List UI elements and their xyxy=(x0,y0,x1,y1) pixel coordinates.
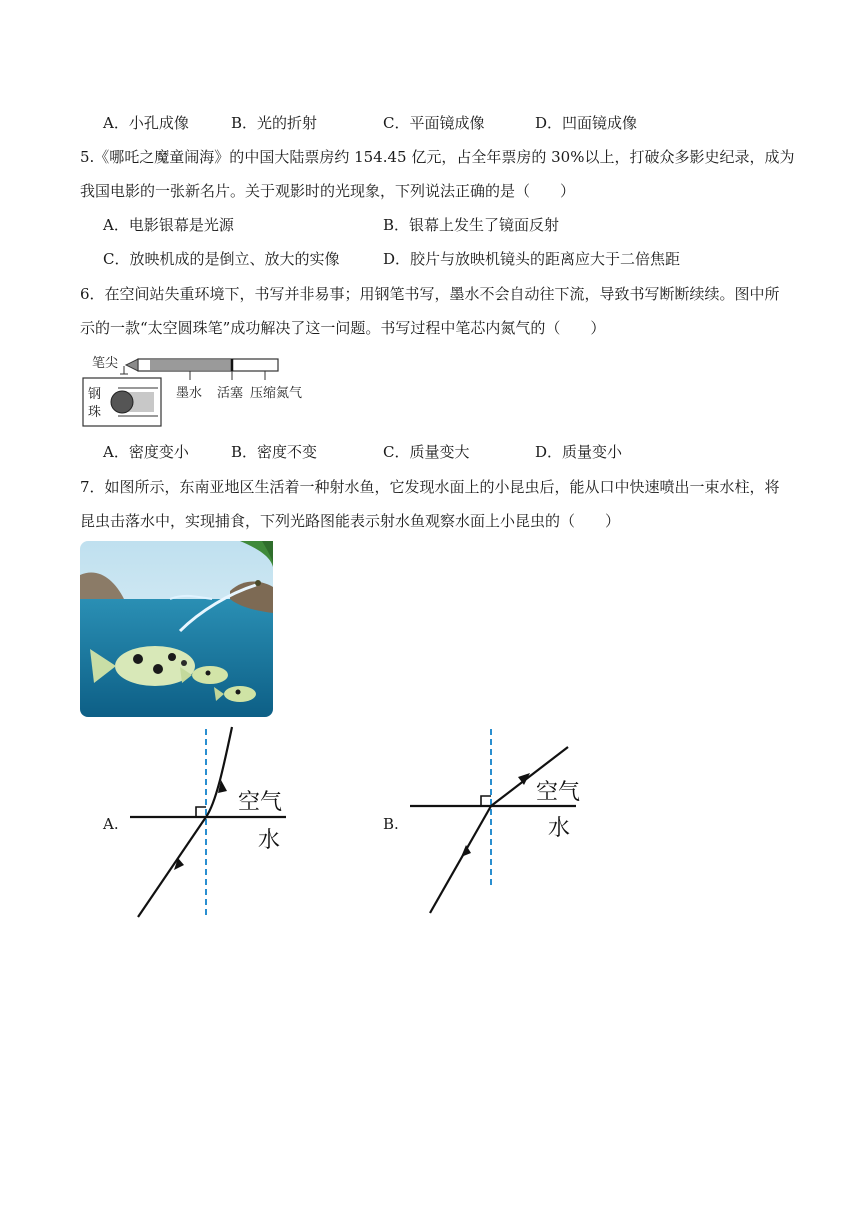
q6-stem-line1: 6．在空间站失重环境下，书写并非易事；用钢笔书写，墨水不会自动往下流，导致书写断断续续。图中所 xyxy=(80,285,780,303)
diagram-b-air-label: 空气 xyxy=(536,780,581,805)
q6-option-a: A．密度变小 xyxy=(103,443,189,461)
ball-label-2: 珠 xyxy=(88,405,102,420)
q6-option-d: D．质量变小 xyxy=(535,443,623,461)
q6-option-c: C．质量变大 xyxy=(383,443,470,461)
archer-fish-photo xyxy=(80,541,273,717)
q5-option-c: C．放映机成的是倒立、放大的实像 xyxy=(103,250,340,268)
q4-option-b: B．光的折射 xyxy=(231,114,318,132)
q6-stem-line2: 示的一款“太空圆珠笔”成功解决了这一问题。书写过程中笔芯内氮气的（ ） xyxy=(80,319,606,337)
diagram-b xyxy=(408,725,598,920)
diagram-b-water-label: 水 xyxy=(548,816,571,841)
diagram-a xyxy=(128,725,298,920)
space-pen-figure xyxy=(80,350,330,430)
q5-stem-line2: 我国电影的一张新名片。关于观影时的光现象，下列说法正确的是（ ） xyxy=(80,182,576,200)
q4-option-a: A．小孔成像 xyxy=(103,114,189,132)
q4-option-c: C．平面镜成像 xyxy=(383,114,485,132)
diagram-a-water-label: 水 xyxy=(258,828,281,853)
tip-label: 笔尖 xyxy=(92,356,119,371)
q7-stem-line1: 7．如图所示，东南亚地区生活着一种射水鱼，它发现水面上的小昆虫后，能从口中快速喷出一束水柱，将 xyxy=(80,478,780,496)
q7-stem-line2: 昆虫击落水中，实现捕食，下列光路图能表示射水鱼观察水面上小昆虫的（ ） xyxy=(80,512,621,530)
diagram-a-letter: A. xyxy=(103,815,119,833)
q5-option-b: B．银幕上发生了镜面反射 xyxy=(383,216,560,234)
q6-option-b: B．密度不变 xyxy=(231,443,318,461)
gas-label: 压缩氮气 xyxy=(250,386,303,401)
q4-option-d: D．凹面镜成像 xyxy=(535,114,638,132)
q5-stem-line1: 5.《哪吒之魔童闹海》的中国大陆票房约 154.45 亿元，占全年票房的 30%以上，打破众多影史纪录，成为 xyxy=(80,148,795,166)
piston-label: 活塞 xyxy=(217,386,244,401)
q5-option-d: D．胶片与放映机镜头的距离应大于二倍焦距 xyxy=(383,250,681,268)
q5-option-a: A．电影银幕是光源 xyxy=(103,216,234,234)
diagram-b-letter: B. xyxy=(383,815,399,833)
ball-label-1: 钢 xyxy=(88,387,102,402)
diagram-a-air-label: 空气 xyxy=(238,790,283,815)
ink-label: 墨水 xyxy=(176,386,203,401)
